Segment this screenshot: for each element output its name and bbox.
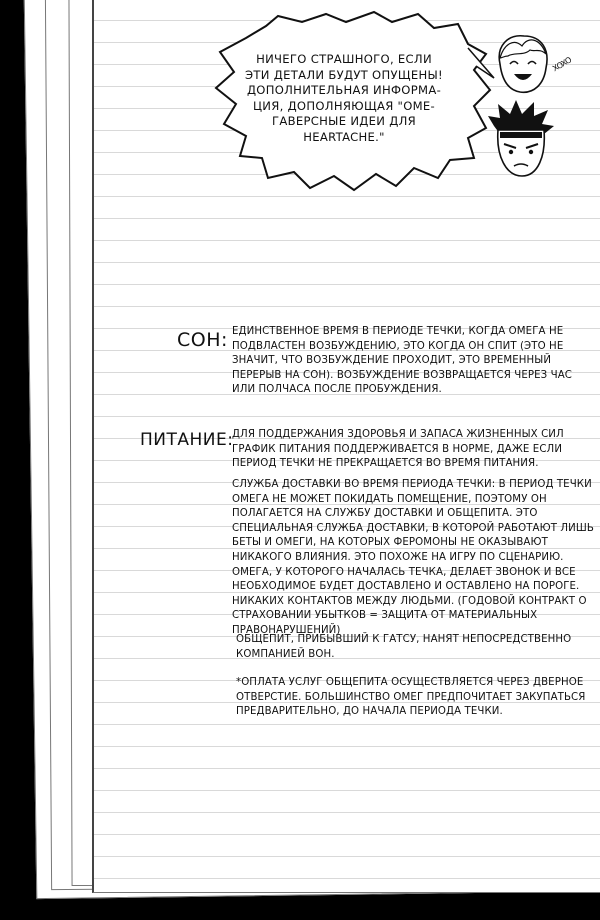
sleep-section-label: СОН: [177,329,228,351]
sleep-section-text: ЕДИНСТВЕННОЕ ВРЕМЯ В ПЕРИОДЕ ТЕЧКИ, КОГДА ОМЕГА НЕ ПОДВЛАСТЕН ВОЗБУЖДЕНИЮ, ЭТО КОГДА ОН СПИТ (ЭТО НЕ ЗНАЧИТ, ЧТО ВОЗБУЖДЕНИЕ ПРОХОДИТ, ЭТО ВРЕМЕННЫЙ ПЕРЕРЫВ НА СОН). ВОЗБУЖДЕНИЕ ВОЗВРАЩАЕТСЯ ЧЕРЕЗ ЧАС ИЛИ ПОЛЧАСА ПОСЛЕ ПРОБУЖДЕНИЯ. [232,326,572,396]
smiling-character-face [490,28,554,100]
payment-note-text: *ОПЛАТА УСЛУГ ОБЩЕПИТА ОСУЩЕСТВЛЯЕТСЯ ЧЕРЕЗ ДВЕРНОЕ ОТВЕРСТИЕ. БОЛЬШИНСТВО ОМЕГ ПРЕДПОЧИТАЕТ ЗАКУПАТЬСЯ ПРЕДВАРИТЕЛЬНО, ДО НАЧАЛА ПЕРИОДА ТЕЧКИ. [236,677,586,718]
food-section-label: ПИТАНИЕ: [140,430,234,450]
laugh-sound-effect: ХОХО [551,55,573,74]
frowning-character-face [480,96,560,186]
food-section-text: ДЛЯ ПОДДЕРЖАНИЯ ЗДОРОВЬЯ И ЗАПАСА ЖИЗНЕННЫХ СИЛ ГРАФИК ПИТАНИЯ ПОДДЕРЖИВАЕТСЯ В НОРМЕ, ДАЖЕ ЕСЛИ ПЕРИОД ТЕЧКИ НЕ ПРЕКРАЩАЕТСЯ ВО ВРЕМЯ ПИТАНИЯ. [232,429,564,470]
speech-bubble [206,8,496,198]
catering-section-text: ОБЩЕПИТ, ПРИБЫВШИЙ К ГАТСУ, НАНЯТ НЕПОСРЕДСТВЕННО КОМПАНИЕЙ ВОН. [236,634,572,660]
delivery-section-text: СЛУЖБА ДОСТАВКИ ВО ВРЕМЯ ПЕРИОДА ТЕЧКИ: В ПЕРИОД ТЕЧКИ ОМЕГА НЕ МОЖЕТ ПОКИДАТЬ ПОМЕЩЕНИЕ, ПОЭТОМУ ОН ПОЛАГАЕТСЯ НА СЛУЖБУ ДОСТАВКИ И ОБЩЕПИТА. ЭТО СПЕЦИАЛЬНАЯ СЛУЖБА ДОСТАВКИ, В КОТОРОЙ РАБОТАЮТ ЛИШЬ БЕТЫ И ОМЕГИ, НА КОТОРЫХ ФЕРОМОНЫ НЕ ОКАЗЫВАЮТ НИКАКОГО ВЛИЯНИЯ. ЭТО ПОХОЖЕ НА ИГРУ ПО СЦЕНАРИЮ. ОМЕГА, У КОТОРОГО НАЧАЛАСЬ ТЕЧКА, ДЕЛАЕТ ЗВОНОК И ВСЕ НЕОБХОДИМОЕ БУДЕТ ДОСТАВЛЕНО И ОСТАВЛЕНО НА ПОРОГЕ. НИКАКИХ КОНТАКТОВ МЕЖДУ ЛЮДЬМИ. (ГОДОВОЙ КОНТРАКТ О СТРАХОВАНИИ УБЫТКОВ = ЗАЩИТА ОТ МАТЕРИАЛЬНЫХ ПРАВОНАРУШЕНИЙ) [232,479,594,636]
speech-bubble-text: НИЧЕГО СТРАШНОГО, ЕСЛИ ЭТИ ДЕТАЛИ БУДУТ ОПУЩЕНЫ! ДОПОЛНИТЕЛЬНАЯ ИНФОРМА-ЦИЯ, ДОПОЛНЯЮЩАЯ "ОМЕ-ГАВЕРСНЫЕ ИДЕИ ДЛЯ HEARTACHE." [245,52,443,144]
